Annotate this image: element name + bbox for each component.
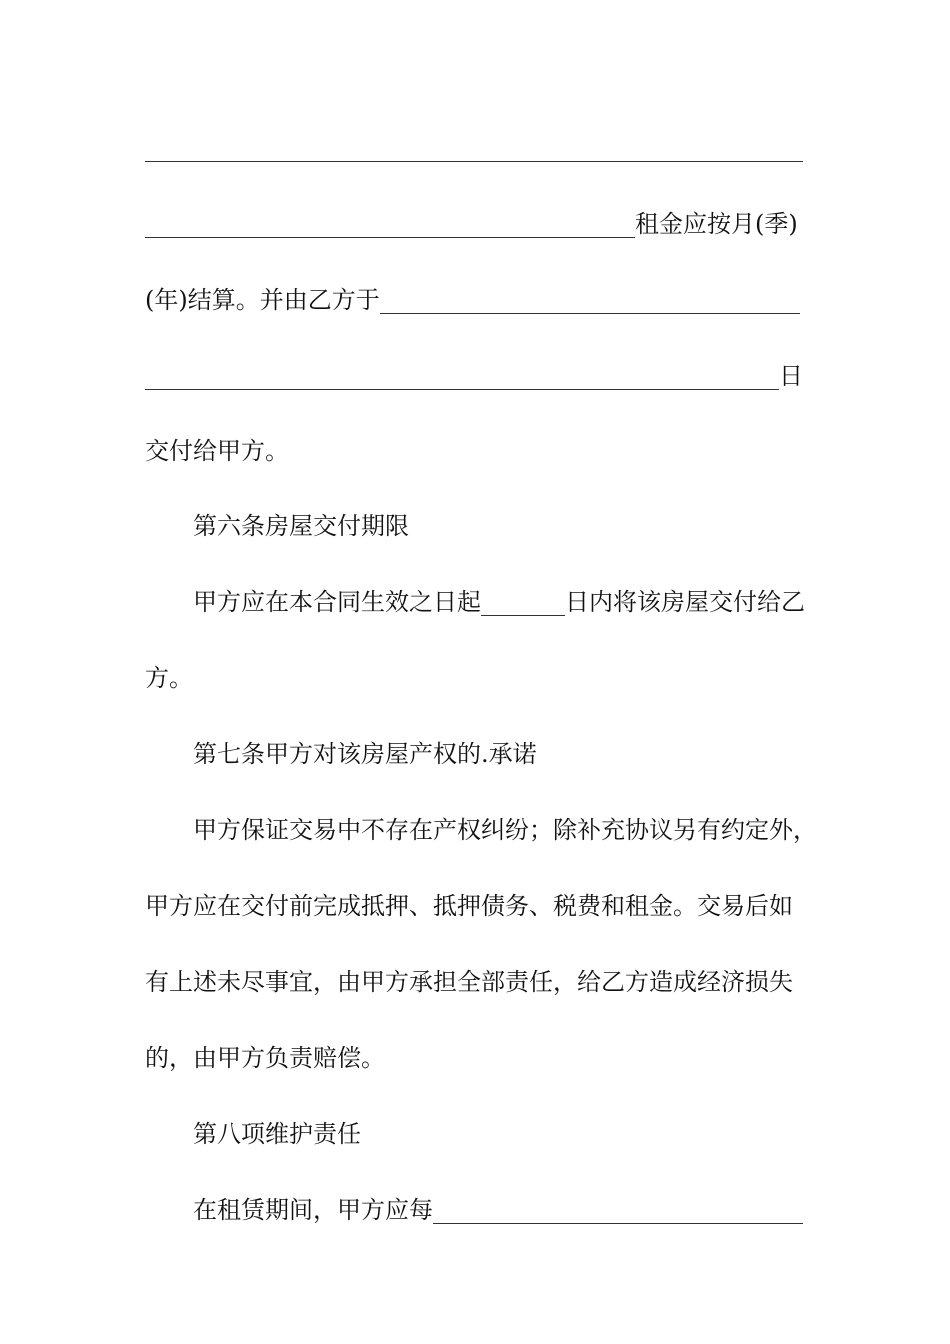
fill-in-blank xyxy=(433,1195,803,1224)
blank-line-1 xyxy=(145,130,803,166)
article-7-text-3: 有上述未尽事宜，由甲方承担全部责任，给乙方造成经济损失 xyxy=(145,968,793,996)
article-7-text-2: 甲方应在交付前完成抵押、抵押债务、税费和租金。交易后如 xyxy=(145,892,793,920)
article-6-paragraph-end xyxy=(145,660,193,696)
article-6-title-text: 第六条房屋交付期限 xyxy=(193,512,409,540)
article-7-line-1 xyxy=(193,812,817,848)
fill-in-blank xyxy=(145,361,779,390)
rent-settlement-line xyxy=(145,206,798,242)
article-7-line-3 xyxy=(145,964,793,1000)
settlement-payer-text: (年)结算。并由乙方于 xyxy=(145,286,380,314)
rent-settlement-text: 租金应按月(季) xyxy=(635,210,798,238)
article-7-text-4: 的，由甲方负责赔偿。 xyxy=(145,1044,385,1072)
article-8-paragraph xyxy=(193,1192,803,1228)
pay-to-text: 交付给甲方。 xyxy=(145,437,289,465)
fill-in-blank xyxy=(380,285,800,314)
article-7-title-text: 第七条甲方对该房屋产权的.承诺 xyxy=(193,740,537,768)
article-6-text-a: 甲方应在本合同生效之日起 xyxy=(193,588,481,616)
fill-in-blank xyxy=(145,209,635,238)
day-line xyxy=(145,358,803,394)
article-8-title-text: 第八项维护责任 xyxy=(193,1120,361,1148)
article-7-line-2 xyxy=(145,888,793,924)
article-8-text: 在租赁期间，甲方应每 xyxy=(193,1196,433,1224)
article-7-line-4 xyxy=(145,1040,385,1076)
article-7-text-1: 甲方保证交易中不存在产权纠纷；除补充协议另有约定外， xyxy=(193,816,817,844)
article-8-title xyxy=(193,1116,361,1152)
article-6-text-c: 方。 xyxy=(145,664,193,692)
fill-in-blank xyxy=(481,587,565,616)
day-text: 日 xyxy=(779,362,803,390)
article-6-title xyxy=(193,508,409,544)
article-6-text-b: 日内将该房屋交付给乙 xyxy=(565,588,805,616)
settlement-payer-line xyxy=(145,282,800,318)
article-6-paragraph xyxy=(193,584,805,620)
pay-to-line xyxy=(145,433,289,469)
fill-in-blank xyxy=(145,133,803,162)
article-7-title xyxy=(193,736,537,772)
